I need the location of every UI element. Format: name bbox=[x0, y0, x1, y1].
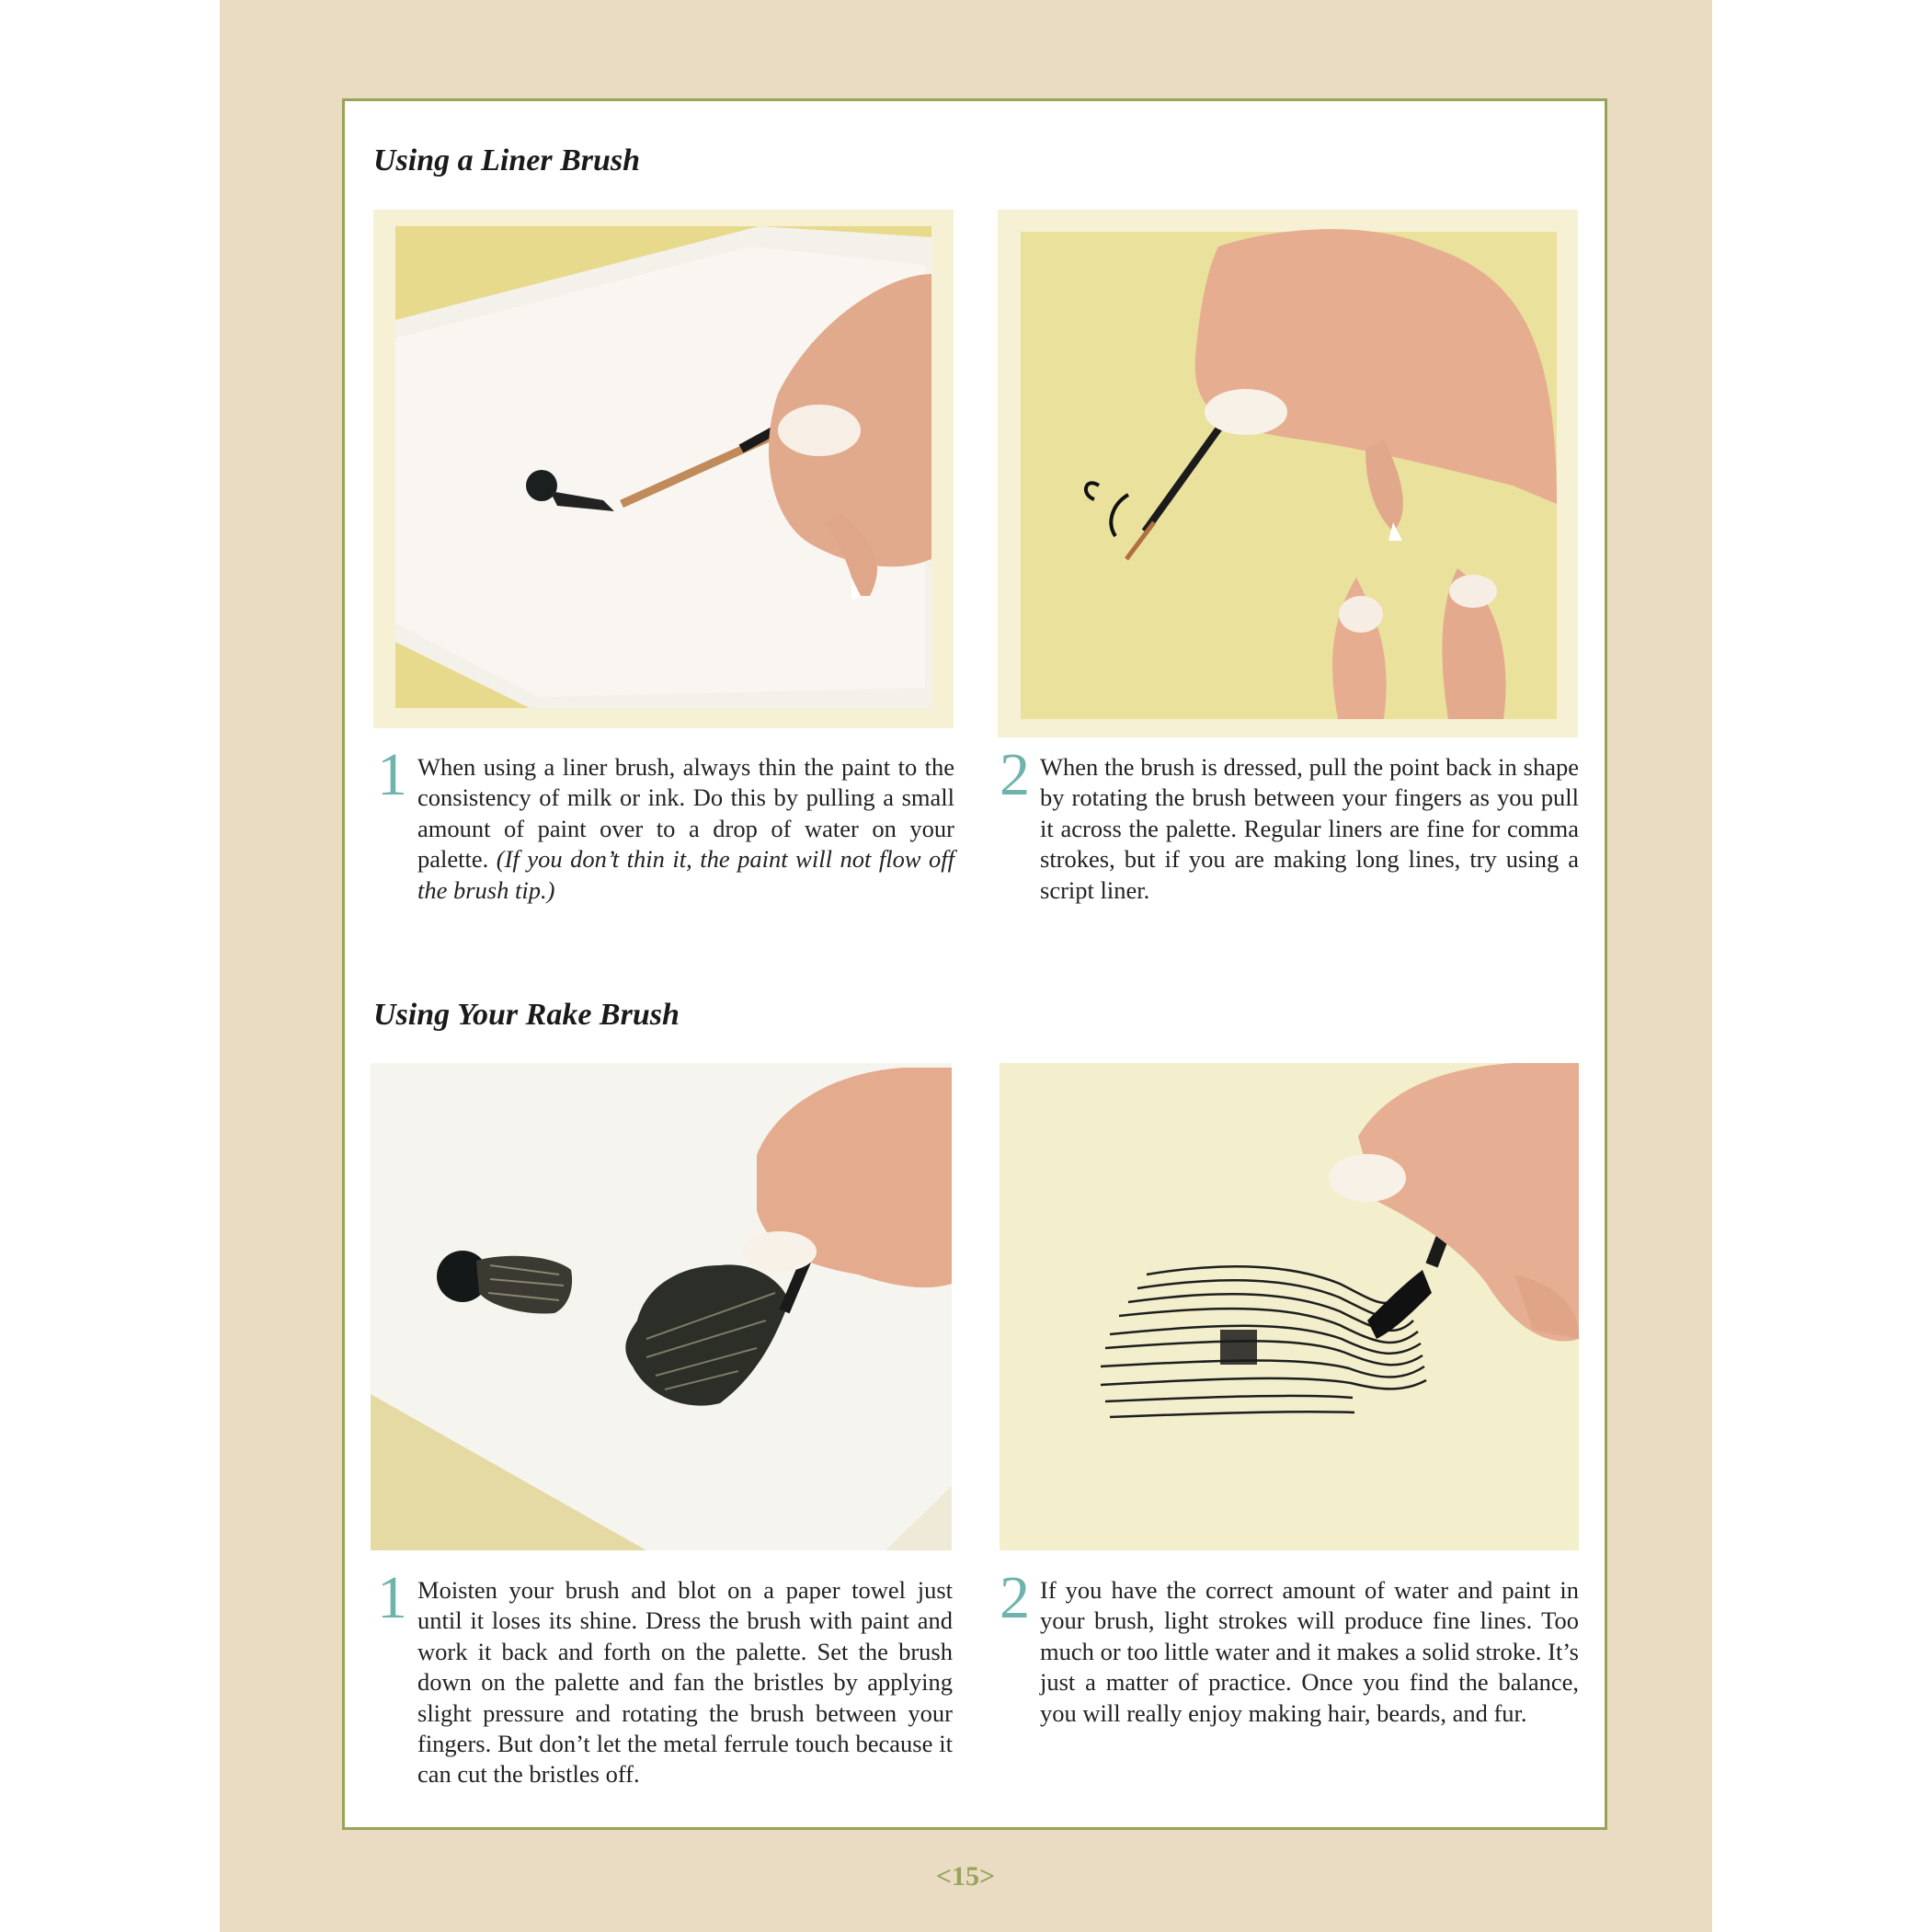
step-note: (If you don’t thin it, the paint will not flow off the brush tip.) bbox=[417, 845, 955, 904]
step-number: 2 bbox=[1000, 741, 1030, 808]
step-text: Moisten your brush and blot on a paper towel just until it loses its shine. Dress the brush with paint and work it back and forth on the palette. Set the brush down on the palette and fan the bristles by applying slight pressure and rotating the brush between your fingers. But don’t let the metal ferrule touch because it can cut the bristles off. bbox=[417, 1576, 953, 1789]
section-title-rake-brush: Using Your Rake Brush bbox=[373, 998, 680, 1032]
rake-step-2 bbox=[1000, 1564, 1579, 1796]
step-text: If you have the correct amount of water and paint in your brush, light strokes will produce fine lines. Too much or too little water and it makes a solid stroke. It’s just a matter of practice. Once you find the balance, you will really enjoy making hair, beards, and fur. bbox=[1040, 1576, 1579, 1727]
liner-step-2 bbox=[1000, 741, 1579, 918]
photo-rake-brush-step-2 bbox=[1000, 1063, 1579, 1550]
photo-rake-brush-step-1 bbox=[371, 1063, 952, 1550]
step-text: When using a liner brush, always thin the paint to the consistency of milk or ink. Do this by pulling a small amount of paint over to a drop of water on your palette. (If you don’t thin it, the paint will not flow off the brush tip.) bbox=[417, 753, 955, 904]
step-text: When the brush is dressed, pull the point back in shape by rotating the brush between your fingers as you pull it across the palette. Regular liners are fine for comma strokes, but if you are making long lines, try using a script liner. bbox=[1040, 753, 1579, 904]
step-number: 1 bbox=[377, 741, 407, 808]
page-number: <15> bbox=[935, 1861, 996, 1892]
photo-liner-brush-step-1 bbox=[373, 210, 954, 728]
section-title-liner-brush: Using a Liner Brush bbox=[373, 143, 641, 177]
rake-step-1 bbox=[377, 1564, 953, 1796]
liner-step-1 bbox=[377, 741, 955, 918]
photo-liner-brush-step-2 bbox=[998, 210, 1578, 737]
step-number: 1 bbox=[377, 1564, 407, 1631]
step-number: 2 bbox=[1000, 1564, 1030, 1631]
